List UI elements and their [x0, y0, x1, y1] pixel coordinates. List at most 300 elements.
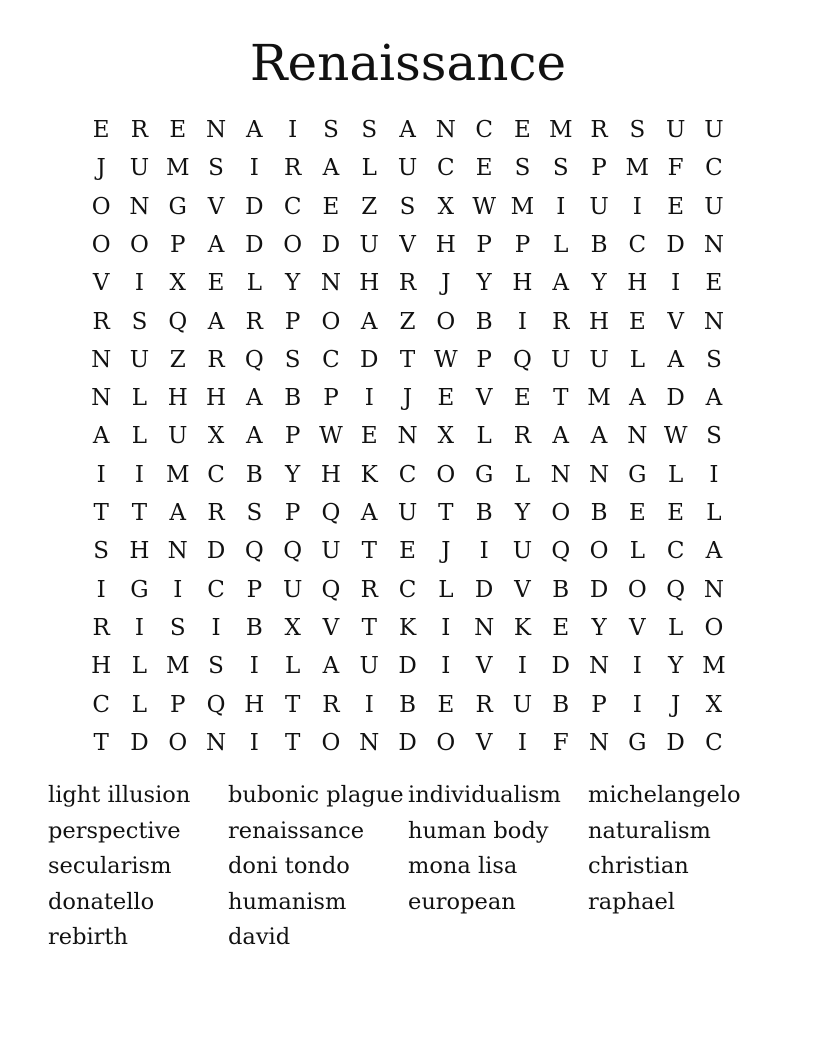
- grid-letter[interactable]: R: [513, 423, 532, 450]
- word-list-item: michelangelo: [588, 782, 741, 808]
- grid-letter[interactable]: N: [588, 729, 610, 756]
- grid-letter[interactable]: H: [589, 308, 610, 335]
- grid-letter[interactable]: G: [474, 461, 494, 488]
- grid-letter[interactable]: A: [360, 500, 378, 526]
- grid-letter[interactable]: I: [632, 653, 642, 680]
- grid-letter[interactable]: P: [284, 423, 301, 450]
- grid-letter[interactable]: D: [551, 653, 570, 680]
- grid-letter[interactable]: P: [284, 500, 301, 526]
- grid-letter[interactable]: Q: [321, 500, 341, 526]
- grid-letter[interactable]: R: [360, 576, 378, 603]
- grid-letter[interactable]: S: [208, 155, 224, 182]
- grid-letter[interactable]: O: [704, 614, 724, 641]
- grid-letter[interactable]: V: [92, 270, 110, 297]
- grid-letter[interactable]: D: [206, 538, 226, 565]
- grid-letter[interactable]: I: [173, 576, 183, 603]
- grid-letter[interactable]: A: [207, 308, 225, 335]
- grid-letter[interactable]: Y: [476, 270, 492, 297]
- grid-letter[interactable]: H: [512, 270, 533, 297]
- grid-letter[interactable]: E: [667, 500, 685, 526]
- grid-letter[interactable]: X: [705, 691, 723, 718]
- grid-letter[interactable]: N: [588, 653, 610, 680]
- grid-letter[interactable]: C: [322, 346, 340, 373]
- grid-letter[interactable]: C: [207, 461, 225, 488]
- grid-letter[interactable]: T: [361, 614, 377, 641]
- grid-letter[interactable]: P: [591, 691, 607, 718]
- grid-letter[interactable]: D: [245, 231, 264, 258]
- grid-letter[interactable]: W: [319, 423, 343, 450]
- grid-letter[interactable]: X: [437, 193, 455, 220]
- grid-letter[interactable]: Z: [399, 308, 416, 335]
- grid-letter[interactable]: P: [476, 231, 492, 258]
- grid-letter[interactable]: A: [667, 346, 684, 373]
- grid-letter[interactable]: N: [359, 729, 380, 756]
- grid-letter[interactable]: V: [629, 614, 646, 641]
- grid-letter[interactable]: U: [512, 691, 533, 718]
- grid-letter[interactable]: P: [170, 691, 186, 718]
- grid-letter[interactable]: L: [285, 653, 301, 680]
- grid-letter[interactable]: U: [282, 576, 303, 603]
- grid-letter[interactable]: H: [435, 231, 456, 258]
- grid-letter[interactable]: E: [207, 270, 225, 297]
- grid-letter[interactable]: R: [552, 308, 570, 335]
- grid-letter[interactable]: T: [284, 691, 301, 718]
- grid-letter[interactable]: S: [514, 155, 531, 182]
- grid-letter[interactable]: A: [246, 117, 263, 143]
- grid-letter[interactable]: S: [323, 117, 339, 143]
- grid-letter[interactable]: R: [283, 155, 302, 182]
- grid-letter[interactable]: A: [360, 308, 378, 335]
- grid-row: [82, 379, 732, 417]
- grid-letter[interactable]: M: [625, 155, 650, 182]
- grid-letter[interactable]: R: [322, 691, 340, 718]
- grid-letter[interactable]: Q: [666, 576, 686, 603]
- grid-letter[interactable]: O: [168, 729, 188, 756]
- grid-letter[interactable]: O: [130, 231, 149, 258]
- grid-letter[interactable]: Q: [206, 691, 226, 718]
- grid-letter[interactable]: B: [590, 231, 608, 258]
- grid-letter[interactable]: J: [441, 538, 451, 565]
- grid-letter[interactable]: Q: [283, 538, 303, 565]
- grid-letter[interactable]: C: [437, 155, 455, 182]
- grid-row: [82, 341, 732, 379]
- grid-letter[interactable]: N: [167, 538, 188, 565]
- grid-letter[interactable]: I: [517, 308, 527, 335]
- grid-letter[interactable]: H: [167, 385, 188, 412]
- grid-letter[interactable]: V: [399, 231, 416, 258]
- grid-letter[interactable]: U: [129, 155, 150, 182]
- grid-letter[interactable]: U: [168, 423, 188, 450]
- grid-letter[interactable]: A: [169, 500, 187, 526]
- grid-letter[interactable]: E: [437, 385, 455, 412]
- grid-letter[interactable]: L: [629, 538, 645, 565]
- grid-letter[interactable]: D: [398, 729, 417, 756]
- grid-letter[interactable]: I: [517, 653, 527, 680]
- grid-letter[interactable]: M: [165, 461, 190, 488]
- grid-letter[interactable]: B: [590, 500, 608, 526]
- grid-letter[interactable]: V: [475, 729, 493, 756]
- grid-letter[interactable]: B: [475, 500, 493, 526]
- grid-letter[interactable]: I: [556, 193, 566, 220]
- grid-letter[interactable]: O: [91, 231, 111, 258]
- grid-letter[interactable]: D: [474, 576, 494, 603]
- grid-letter[interactable]: C: [628, 231, 647, 258]
- grid-letter[interactable]: I: [364, 691, 374, 718]
- grid-letter[interactable]: I: [134, 614, 144, 641]
- grid-letter[interactable]: K: [360, 461, 378, 488]
- grid-letter[interactable]: R: [590, 117, 608, 143]
- grid-letter[interactable]: U: [321, 538, 341, 565]
- grid-letter[interactable]: H: [359, 270, 380, 297]
- grid-letter[interactable]: N: [91, 385, 112, 412]
- grid-letter[interactable]: R: [92, 308, 110, 335]
- grid-letter[interactable]: J: [96, 155, 106, 182]
- grid-letter[interactable]: I: [134, 461, 144, 488]
- grid-letter[interactable]: I: [517, 729, 527, 756]
- grid-letter[interactable]: H: [129, 538, 150, 565]
- grid-letter[interactable]: E: [322, 193, 340, 220]
- grid-letter[interactable]: E: [628, 500, 646, 526]
- grid-letter[interactable]: X: [207, 423, 225, 450]
- grid-letter[interactable]: N: [129, 193, 150, 220]
- grid-letter[interactable]: N: [435, 117, 456, 143]
- grid-row: [82, 609, 732, 647]
- grid-letter[interactable]: N: [474, 614, 495, 641]
- grid-letter[interactable]: Q: [244, 538, 264, 565]
- grid-letter[interactable]: V: [475, 385, 493, 412]
- grid-letter[interactable]: R: [207, 346, 225, 373]
- grid-letter[interactable]: Q: [244, 346, 264, 373]
- grid-letter[interactable]: I: [671, 270, 681, 297]
- grid-letter[interactable]: Y: [285, 270, 301, 297]
- grid-letter[interactable]: B: [399, 691, 416, 718]
- grid-letter[interactable]: Z: [169, 346, 186, 373]
- grid-letter[interactable]: A: [705, 538, 723, 565]
- grid-letter[interactable]: C: [666, 538, 685, 565]
- grid-letter[interactable]: S: [246, 500, 263, 526]
- grid-letter[interactable]: U: [665, 117, 686, 143]
- grid-letter[interactable]: E: [628, 308, 646, 335]
- letter-grid: [82, 111, 732, 761]
- grid-letter[interactable]: R: [245, 308, 263, 335]
- grid-letter[interactable]: N: [320, 270, 341, 297]
- grid-letter[interactable]: L: [668, 461, 684, 488]
- grid-letter[interactable]: W: [472, 193, 496, 220]
- grid-letter[interactable]: D: [666, 385, 685, 412]
- grid-letter[interactable]: N: [627, 423, 648, 450]
- grid-letter[interactable]: C: [283, 193, 302, 220]
- grid-letter[interactable]: M: [165, 155, 190, 182]
- grid-letter[interactable]: C: [398, 461, 417, 488]
- grid-letter[interactable]: S: [169, 614, 186, 641]
- grid-letter[interactable]: D: [666, 231, 685, 258]
- grid-letter[interactable]: X: [284, 614, 301, 641]
- grid-letter[interactable]: L: [553, 231, 569, 258]
- grid-letter[interactable]: V: [667, 308, 684, 335]
- grid-letter[interactable]: U: [129, 346, 150, 373]
- grid-letter[interactable]: S: [131, 308, 148, 335]
- grid-letter[interactable]: E: [92, 117, 110, 143]
- grid-letter[interactable]: C: [92, 691, 110, 718]
- word-list-item: doni tondo: [228, 853, 350, 879]
- grid-letter[interactable]: T: [553, 385, 569, 412]
- grid-letter[interactable]: R: [92, 614, 110, 641]
- grid-letter[interactable]: F: [667, 155, 684, 182]
- grid-letter[interactable]: O: [283, 231, 303, 258]
- grid-letter[interactable]: B: [284, 385, 302, 412]
- grid-letter[interactable]: P: [476, 346, 492, 373]
- grid-letter[interactable]: T: [93, 729, 109, 756]
- grid-letter[interactable]: S: [399, 193, 416, 220]
- grid-letter[interactable]: E: [514, 117, 531, 143]
- grid-letter[interactable]: A: [246, 423, 263, 450]
- grid-row: [82, 303, 732, 341]
- grid-letter[interactable]: G: [168, 193, 187, 220]
- grid-letter[interactable]: M: [587, 385, 611, 412]
- grid-letter[interactable]: T: [284, 729, 301, 756]
- grid-letter[interactable]: X: [169, 270, 186, 297]
- grid-letter[interactable]: L: [476, 423, 492, 450]
- grid-letter[interactable]: O: [627, 576, 647, 603]
- grid-letter[interactable]: E: [552, 614, 570, 641]
- grid-letter[interactable]: C: [398, 576, 417, 603]
- grid-letter[interactable]: Y: [668, 653, 684, 680]
- grid-letter[interactable]: L: [131, 653, 148, 680]
- grid-letter[interactable]: A: [552, 423, 570, 450]
- grid-letter[interactable]: D: [360, 346, 379, 373]
- grid-letter[interactable]: L: [131, 423, 148, 450]
- grid-letter[interactable]: B: [552, 691, 570, 718]
- grid-letter[interactable]: K: [513, 614, 532, 641]
- grid-letter[interactable]: M: [702, 653, 726, 680]
- grid-letter[interactable]: W: [663, 423, 688, 450]
- grid-letter[interactable]: N: [550, 461, 571, 488]
- grid-letter[interactable]: I: [479, 538, 489, 565]
- grid-letter[interactable]: A: [322, 155, 340, 182]
- grid-letter[interactable]: R: [207, 500, 225, 526]
- grid-letter[interactable]: P: [246, 576, 263, 603]
- grid-letter[interactable]: H: [627, 270, 648, 297]
- grid-letter[interactable]: D: [245, 193, 264, 220]
- grid-letter[interactable]: I: [441, 653, 451, 680]
- grid-letter[interactable]: R: [475, 691, 493, 718]
- grid-letter[interactable]: F: [552, 729, 569, 756]
- grid-letter[interactable]: C: [705, 155, 723, 182]
- grid-letter[interactable]: S: [361, 117, 378, 143]
- grid-letter[interactable]: L: [706, 500, 722, 526]
- grid-letter[interactable]: B: [245, 461, 263, 488]
- grid-letter[interactable]: U: [397, 155, 418, 182]
- grid-letter[interactable]: L: [131, 385, 148, 412]
- grid-letter[interactable]: J: [402, 385, 413, 412]
- grid-letter[interactable]: M: [510, 193, 535, 220]
- grid-letter[interactable]: O: [551, 500, 571, 526]
- grid-letter[interactable]: Y: [591, 614, 607, 641]
- grid-letter[interactable]: N: [205, 729, 227, 756]
- grid-row: [82, 417, 732, 455]
- grid-letter[interactable]: P: [514, 231, 531, 258]
- grid-letter[interactable]: M: [548, 117, 573, 143]
- grid-letter[interactable]: Q: [168, 308, 188, 335]
- grid-letter[interactable]: Y: [285, 461, 301, 488]
- grid-letter[interactable]: E: [667, 193, 685, 220]
- grid-letter[interactable]: L: [361, 155, 377, 182]
- grid-letter[interactable]: I: [441, 614, 451, 641]
- grid-letter[interactable]: V: [514, 576, 531, 603]
- grid-letter[interactable]: W: [434, 346, 458, 373]
- grid-letter[interactable]: I: [211, 614, 221, 641]
- grid-letter[interactable]: N: [397, 423, 418, 450]
- grid-letter[interactable]: D: [398, 653, 417, 680]
- grid-letter[interactable]: E: [705, 270, 723, 297]
- grid-letter[interactable]: I: [249, 155, 259, 182]
- grid-letter[interactable]: O: [436, 308, 456, 335]
- grid-letter[interactable]: L: [131, 691, 148, 718]
- grid-letter[interactable]: U: [359, 231, 379, 258]
- grid-letter[interactable]: I: [709, 461, 719, 488]
- grid-letter[interactable]: U: [359, 653, 379, 680]
- grid-letter[interactable]: U: [589, 346, 609, 373]
- grid-letter[interactable]: R: [130, 117, 149, 143]
- grid-letter[interactable]: O: [589, 538, 609, 565]
- grid-letter[interactable]: I: [96, 461, 106, 488]
- grid-letter[interactable]: E: [169, 117, 187, 143]
- grid-letter[interactable]: E: [475, 155, 493, 182]
- grid-letter[interactable]: G: [628, 729, 647, 756]
- grid-letter[interactable]: N: [91, 346, 112, 373]
- grid-letter[interactable]: I: [632, 193, 642, 220]
- grid-letter[interactable]: N: [703, 308, 724, 335]
- grid-letter[interactable]: T: [131, 500, 148, 526]
- grid-letter[interactable]: V: [207, 193, 225, 220]
- grid-letter[interactable]: I: [134, 270, 144, 297]
- grid-letter[interactable]: B: [475, 308, 493, 335]
- grid-letter[interactable]: D: [130, 729, 149, 756]
- grid-letter[interactable]: C: [475, 117, 493, 143]
- grid-letter[interactable]: O: [436, 729, 456, 756]
- grid-letter[interactable]: O: [321, 308, 341, 335]
- grid-letter[interactable]: E: [360, 423, 378, 450]
- grid-letter[interactable]: X: [437, 423, 455, 450]
- word-list-item: individualism: [408, 782, 561, 808]
- grid-letter[interactable]: Y: [514, 500, 531, 526]
- grid-letter[interactable]: L: [246, 270, 262, 297]
- grid-letter[interactable]: T: [438, 500, 454, 526]
- grid-letter[interactable]: P: [170, 231, 186, 258]
- grid-letter[interactable]: A: [399, 117, 416, 143]
- grid-letter[interactable]: S: [706, 346, 722, 373]
- grid-letter[interactable]: J: [441, 270, 451, 297]
- grid-letter[interactable]: M: [165, 653, 190, 680]
- grid-letter[interactable]: O: [436, 461, 456, 488]
- grid-letter[interactable]: A: [552, 270, 570, 297]
- grid-letter[interactable]: T: [93, 500, 109, 526]
- grid-letter[interactable]: I: [249, 653, 259, 680]
- grid-letter[interactable]: P: [323, 385, 339, 412]
- grid-letter[interactable]: S: [208, 653, 224, 680]
- grid-letter[interactable]: J: [671, 691, 681, 718]
- grid-letter[interactable]: V: [475, 653, 493, 680]
- grid-letter[interactable]: B: [245, 614, 263, 641]
- grid-letter[interactable]: H: [206, 385, 227, 412]
- grid-letter[interactable]: B: [552, 576, 570, 603]
- grid-letter[interactable]: T: [399, 346, 416, 373]
- grid-letter[interactable]: A: [629, 385, 646, 412]
- word-list-item: renaissance: [228, 817, 365, 844]
- grid-letter[interactable]: H: [91, 653, 112, 680]
- grid-letter[interactable]: S: [93, 538, 110, 565]
- grid-letter[interactable]: S: [629, 117, 646, 143]
- grid-letter[interactable]: E: [437, 691, 455, 718]
- grid-letter[interactable]: A: [246, 385, 263, 412]
- grid-letter[interactable]: H: [320, 461, 341, 488]
- grid-letter[interactable]: N: [588, 461, 610, 488]
- grid-letter[interactable]: E: [514, 385, 531, 412]
- grid-letter[interactable]: I: [96, 576, 106, 603]
- grid-letter[interactable]: U: [397, 500, 418, 526]
- grid-letter[interactable]: U: [589, 193, 609, 220]
- grid-letter[interactable]: S: [284, 346, 301, 373]
- grid-letter[interactable]: L: [668, 614, 684, 641]
- grid-letter[interactable]: Z: [361, 193, 378, 220]
- grid-letter[interactable]: U: [551, 346, 571, 373]
- grid-letter[interactable]: O: [91, 193, 111, 220]
- grid-letter[interactable]: G: [628, 461, 647, 488]
- grid-letter[interactable]: I: [632, 691, 642, 718]
- grid-letter[interactable]: A: [92, 423, 110, 450]
- grid-letter[interactable]: L: [438, 576, 454, 603]
- grid-letter[interactable]: H: [244, 691, 265, 718]
- grid-letter[interactable]: Q: [321, 576, 341, 603]
- grid-letter[interactable]: P: [591, 155, 607, 182]
- grid-letter[interactable]: G: [130, 576, 149, 603]
- grid-letter[interactable]: I: [249, 729, 259, 756]
- grid-letter[interactable]: K: [398, 614, 417, 641]
- grid-letter[interactable]: D: [321, 231, 341, 258]
- grid-letter[interactable]: A: [207, 231, 225, 258]
- grid-letter[interactable]: Q: [513, 346, 532, 373]
- grid-letter[interactable]: P: [284, 308, 301, 335]
- grid-letter[interactable]: S: [552, 155, 569, 182]
- grid-letter[interactable]: N: [703, 231, 724, 258]
- grid-letter[interactable]: V: [322, 614, 340, 641]
- grid-letter[interactable]: L: [629, 346, 645, 373]
- grid-letter[interactable]: R: [398, 270, 417, 297]
- grid-letter[interactable]: U: [704, 193, 724, 220]
- grid-letter[interactable]: A: [322, 653, 340, 680]
- grid-letter[interactable]: Y: [591, 270, 607, 297]
- grid-letter[interactable]: T: [361, 538, 377, 565]
- grid-letter[interactable]: I: [364, 385, 374, 412]
- grid-letter[interactable]: O: [321, 729, 341, 756]
- grid-letter[interactable]: A: [705, 385, 723, 412]
- grid-letter[interactable]: U: [704, 117, 724, 143]
- grid-letter[interactable]: U: [512, 538, 533, 565]
- grid-row: [82, 149, 732, 187]
- grid-letter[interactable]: Q: [551, 538, 571, 565]
- grid-letter[interactable]: N: [205, 117, 227, 143]
- grid-letter[interactable]: D: [589, 576, 609, 603]
- grid-letter[interactable]: E: [399, 538, 416, 565]
- grid-letter[interactable]: I: [288, 117, 298, 143]
- grid-letter[interactable]: L: [514, 461, 531, 488]
- grid-letter[interactable]: D: [666, 729, 685, 756]
- grid-letter[interactable]: C: [705, 729, 723, 756]
- grid-letter[interactable]: A: [590, 423, 608, 450]
- grid-letter[interactable]: C: [207, 576, 225, 603]
- grid-letter[interactable]: N: [703, 576, 724, 603]
- grid-letter[interactable]: S: [706, 423, 722, 450]
